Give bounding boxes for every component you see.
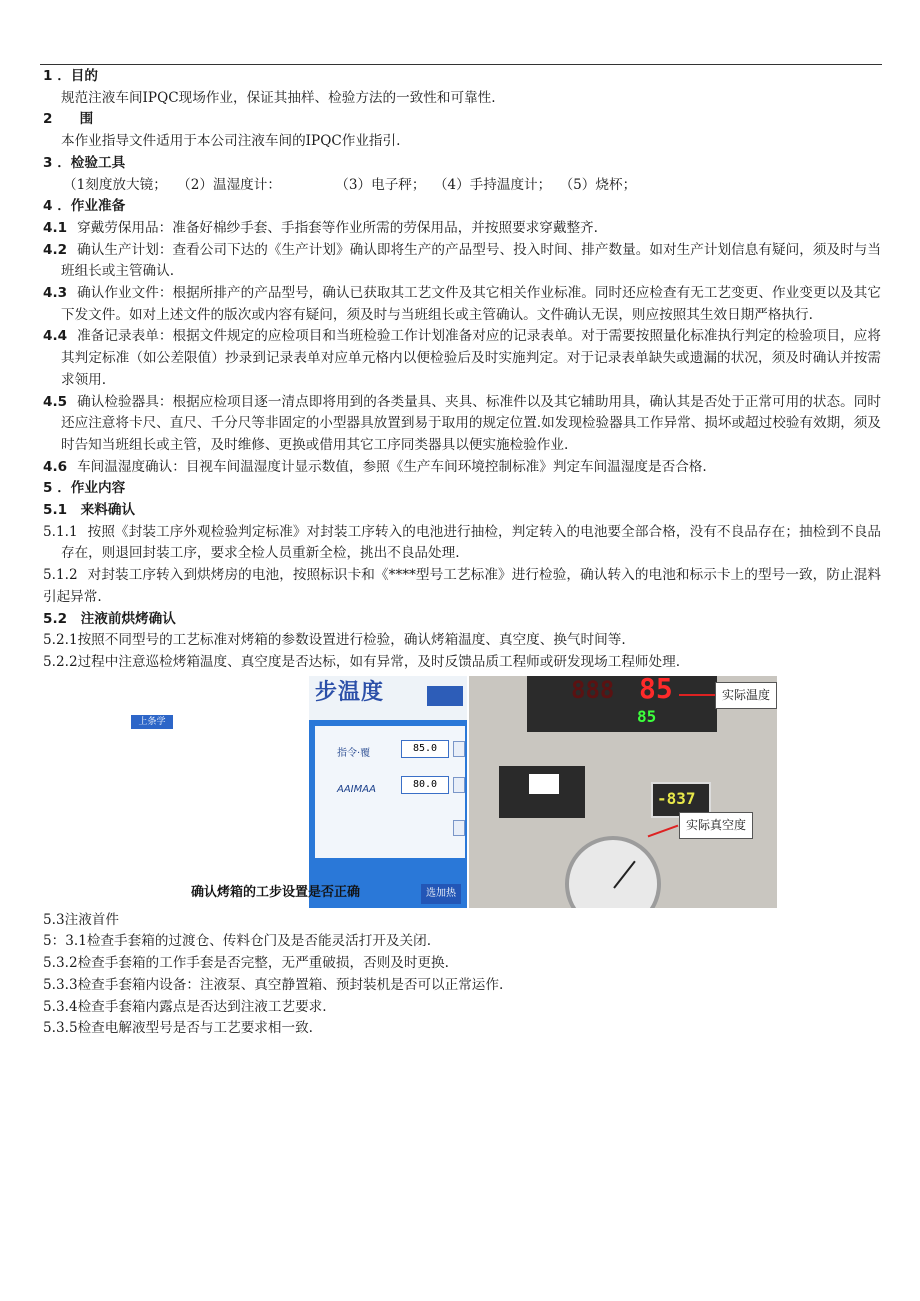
vacuum-display: -837 [657,788,696,808]
tool-item: （3）电子秤； [335,176,426,193]
item-5-1-2 [43,565,881,608]
item-number: 5.1.1 [43,523,78,540]
tool-item: （5）烧杯； [559,176,637,193]
document-body [43,66,881,1040]
item-number: 4.5 [43,393,68,410]
item-5-3-1: 5：3.1检查手套箱的过渡仓、传料仓门及是否能灵活打开及关闭. [43,933,432,950]
item-number: 4.6 [43,458,68,475]
settings-panel [309,720,467,908]
item-4-6 [43,457,881,479]
item-4-5 [43,392,881,457]
item-4-2 [43,240,881,283]
header-block [427,686,463,706]
section-5-title: 5 ．作业内容 [43,480,126,497]
item-4-4 [43,326,881,391]
stepper-button[interactable] [453,777,465,793]
header-rule [40,64,882,65]
screen-header [309,676,467,720]
item-text: 准备记录表单：根据文件规定的应检项目和当班检验工作计划准备对应的记录表单。对于需要按照量化标准执行判定的检验项目，应将其判定标准（如公差限值）抄录到记录表单对应单元格内以便检验后及时实施判定。对于记录表单缺失或遗漏的状况，须及时确认并按需求领用. [61,328,881,388]
section-3-title: 3 ．检验工具 [43,154,126,171]
actual-vacuum-callout: 实际真空度 [679,812,753,840]
gauge-needle [613,860,636,888]
item-5-3-5: 5.3.5检查电解液型号是否与工艺要求相一致. [43,1020,314,1037]
stepper-button[interactable] [453,741,465,757]
oven-controller-photo [469,676,777,908]
section-2-title: 2 围 [43,111,94,128]
item-number: 4.1 [43,219,68,236]
section-1-body: 规范注液车间IPQC现场作业，保证其抽样、检验方法的一致性和可靠性. [61,89,496,106]
item-text: 穿戴劳保用品：准备好棉纱手套、手指套等作业所需的劳保用品，并按照要求穿戴整齐. [77,219,598,236]
screen-title: 步温度 [315,678,385,705]
setpoint-label: 指令·覆 [337,747,371,759]
secondary-controller [499,766,585,818]
item-number: 4.3 [43,285,68,302]
tool-item: （1刻度放大镜； [63,176,167,193]
dim-digits: 888 [571,675,615,704]
item-4-1 [43,218,881,240]
item-text: 确认检验器具：根据应检项目逐一清点即将用到的各类量具、夹具、标准件以及其它辅助用具，确认其是否处于正常可用的状态。同时还应注意将卡尺、直尺、千分尺等非固定的小型器具放置到易于取用的规定位置.如发现检验器具工作异常、损坏或超过校验有效期，须及时告知当班组长或主管，及时维修、更换或借用其它工序同类器具以便实施检验作业. [61,393,881,453]
item-5-3-4: 5.3.4检查手套箱内露点是否达到注液工艺要求. [43,998,327,1015]
settings-inner [315,726,465,858]
oven-settings-screenshot [309,676,467,908]
item-text: 确认作业文件：根据所排产的产品型号，确认已获取其工艺文件及其它相关作业标准。同时还应检查有无工艺变更、作业变更以及其它下发文件。如对上述文件的版次或内容有疑问，须及时与当班组长或主管确认。文件确认无误，则应按照其生效日期严格执行. [61,285,881,323]
item-number: 5.1.2 [43,567,78,584]
section-5-3-title: 5.3注液首件 [43,911,119,928]
tool-item: （4）手持温度计； [433,176,552,193]
section-5-1-title: 5.1 来料确认 [43,502,136,519]
actual-temperature-display: 85 [639,675,673,705]
item-5-2-1: 5.2.1按照不同型号的工艺标准对烤箱的参数设置进行检验，确认烤箱温度、真空度、换气时间等. [43,632,626,649]
item-number: 4.4 [43,328,68,345]
tools-list [43,175,881,197]
oven-figure [43,676,881,908]
setpoint-label-2: AAIMAA [337,783,376,795]
setpoint-temperature-value[interactable]: 85.0 [401,740,449,758]
item-text: 确认生产计划：查看公司下达的《生产计划》确认即将生产的产品型号、投入时间、排产数量。如对生产计划信息有疑问，须及时与当班组长或主管确认. [61,241,881,280]
figure-caption: 确认烤箱的工步设置是否正确 [191,884,361,900]
item-5-3-3: 5.3.3检查手套箱内设备：注液泵、真空静置箱、预封装机是否可以正常运作. [43,976,504,993]
item-text: 对封装工序转入到烘烤房的电池，按照标识卡和《****型号工艺标准》进行检验，确认转入的电池和标示卡上的型号一致，防止混料引起异常. [43,567,881,605]
temperature-controller [527,676,717,732]
actual-temperature-callout: 实际温度 [715,682,777,710]
tool-item: （2）温湿度计： [177,176,281,193]
item-text: 按照《封装工序外观检验判定标准》对封装工序转入的电池进行抽检，判定转入的电池要全部合格，没有不良品存在；抽检到不良品存在，则退回封装工序，要求全检人员重新全检，挑出不良品处理. [61,523,881,562]
redacted-block [529,774,559,794]
item-text: 车间温湿度确认：目视车间温湿度计显示数值，参照《生产车间环境控制标准》判定车间温湿度是否合格. [77,458,707,475]
setpoint-display: 85 [637,706,657,726]
section-1-title: 1 ．目的 [43,68,98,84]
item-4-3 [43,283,881,326]
temperature-arrow [679,694,717,696]
vacuum-gauge [565,836,661,908]
item-5-2-2: 5.2.2过程中注意巡检烤箱温度、真空度是否达标，如有异常，及时反馈品质工程师或研发现场工程师处理. [43,653,681,670]
item-5-3-2: 5.3.2检查手套箱的工作手套是否完整，无严重破损，否则及时更换. [43,955,449,972]
vacuum-arrow [648,824,679,837]
item-number: 4.2 [43,241,68,258]
heat-button[interactable]: 选加热 [421,884,461,904]
section-4-title: 4 ．作业准备 [43,198,126,215]
stepper-button[interactable] [453,820,465,836]
item-5-1-1 [43,522,881,565]
setpoint-second-value[interactable]: 80.0 [401,776,449,794]
section-5-2-title: 5.2 注液前烘烤确认 [43,610,176,627]
step-tag: 上条学 [131,715,173,729]
section-2-body: 本作业指导文件适用于本公司注液车间的IPQC作业指引. [61,133,401,150]
